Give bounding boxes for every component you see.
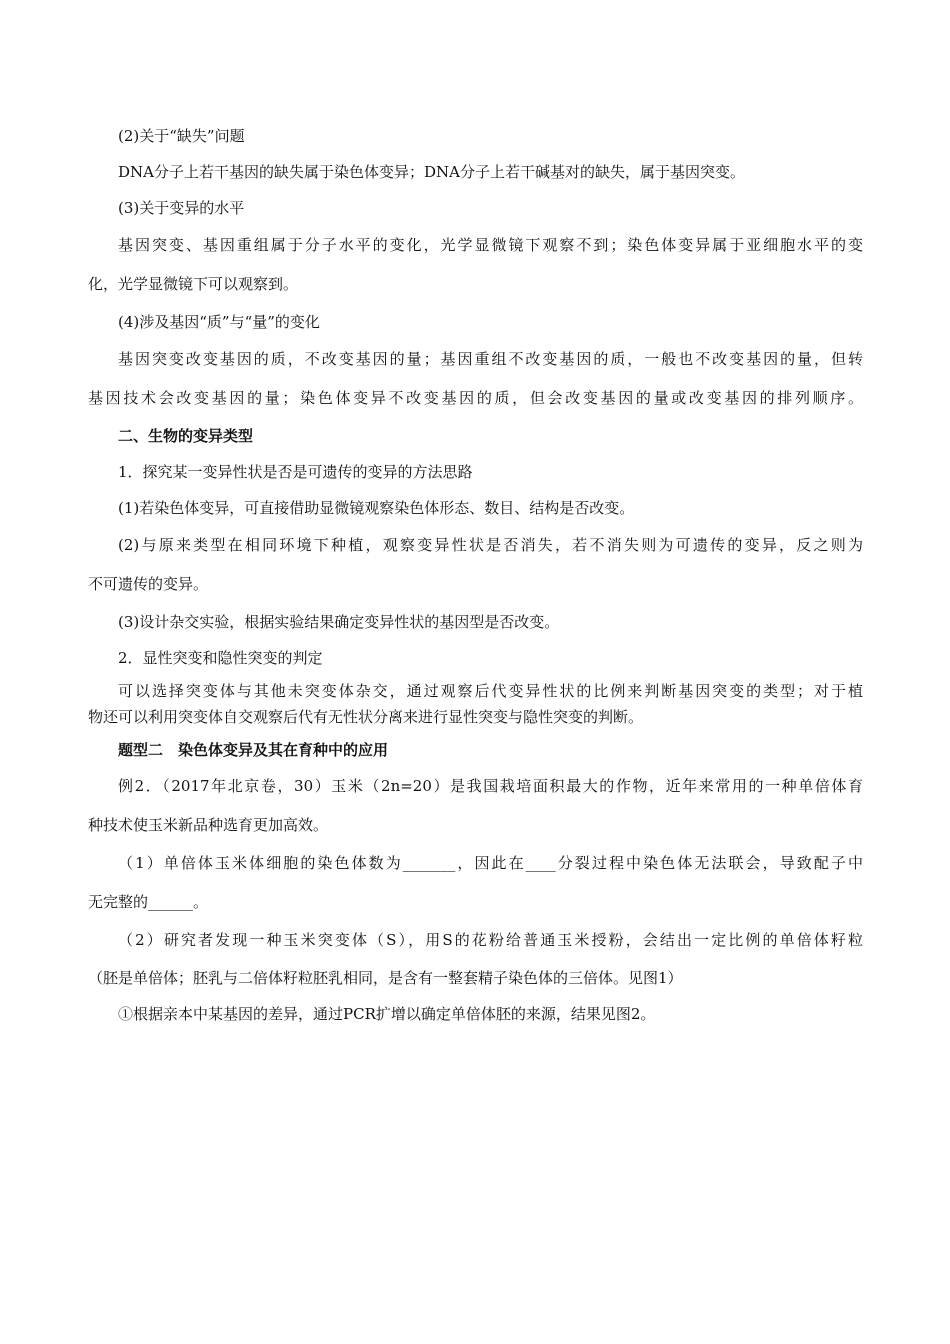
question-1-line-2: 无完整的______。: [88, 893, 209, 911]
subheading-heritable-method: 1．探究某一变异性状是否是可遗传的变异的方法思路: [118, 463, 473, 481]
paragraph-variation-level-1: 基因突变、基因重组属于分子水平的变化，光学显微镜下观察不到；染色体变异属于亚细胞水平的变: [118, 236, 863, 254]
heading-deletion: (2)关于“缺失”问题: [118, 127, 245, 145]
paragraph-quality-quantity-1: 基因突变改变基因的质，不改变基因的量；基因重组不改变基因的质，一般也不改变基因的量，但转: [118, 350, 863, 368]
question-1-line-1: （1）单倍体玉米体细胞的染色体数为_______，因此在____分裂过程中染色体无法联会，导致配子中: [118, 854, 863, 872]
example-2-line-1: 例2．（2017年北京卷，30）玉米（2n=20）是我国栽培面积最大的作物，近年来常用的一种单倍体育: [118, 777, 863, 795]
item-method-3: (3)设计杂交实验，根据实验结果确定变异性状的基因型是否改变。: [118, 613, 560, 631]
subheading-dominant-recessive: 2．显性突变和隐性突变的判定: [118, 649, 323, 667]
section-heading-variation-types: 二、生物的变异类型: [118, 427, 254, 445]
question-2-subitem-1: ①根据亲本中某基因的差异，通过PCR扩增以确定单倍体胚的来源，结果见图2。: [118, 1005, 656, 1023]
paragraph-variation-level-2: 化，光学显微镜下可以观察到。: [88, 275, 299, 293]
heading-quality-quantity: (4)涉及基因“质”与“量”的变化: [118, 313, 320, 331]
paragraph-dominant-recessive-2: 物还可以利用突变体自交观察后代有无性状分离来进行显性突变与隐性突变的判断。: [88, 708, 644, 726]
question-type-heading: 题型二 染色体变异及其在育种中的应用: [118, 741, 389, 759]
item-method-2-line-2: 不可遗传的变异。: [88, 575, 209, 593]
item-method-1: (1)若染色体变异，可直接借助显微镜观察染色体形态、数目、结构是否改变。: [118, 499, 635, 517]
question-2-line-1: （2）研究者发现一种玉米突变体（S），用S的花粉给普通玉米授粉，会结出一定比例的单倍体籽粒: [118, 931, 863, 949]
question-2-line-2: （胚是单倍体；胚乳与二倍体籽粒胚乳相同，是含有一整套精子染色体的三倍体。见图1）: [88, 969, 683, 987]
heading-variation-level: (3)关于变异的水平: [118, 199, 245, 217]
item-method-2-line-1: (2)与原来类型在相同环境下种植，观察变异性状是否消失，若不消失则为可遗传的变异，反之则为: [118, 536, 863, 554]
paragraph-deletion: DNA分子上若干基因的缺失属于染色体变异；DNA分子上若干碱基对的缺失，属于基因突变。: [118, 163, 745, 181]
paragraph-dominant-recessive-1: 可以选择突变体与其他未突变体杂交，通过观察后代变异性状的比例来判断基因突变的类型；对于植: [118, 682, 863, 700]
paragraph-quality-quantity-2: 基因技术会改变基因的量；染色体变异不改变基因的质，但会改变基因的量或改变基因的排列顺序。: [88, 389, 863, 407]
example-2-line-2: 种技术使玉米新品种选育更加高效。: [88, 816, 329, 834]
